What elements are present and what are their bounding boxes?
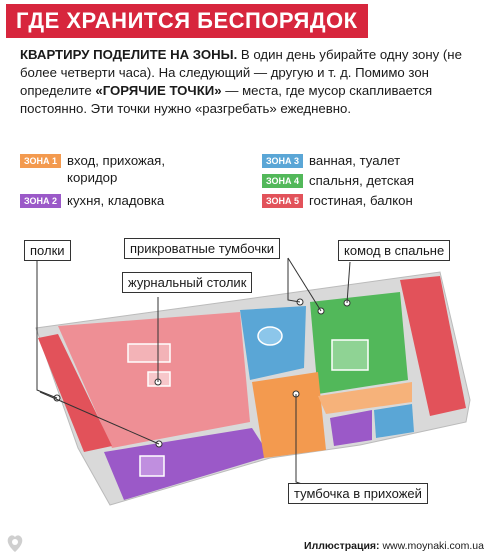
zone-label: гостиная, балкон (309, 193, 413, 208)
illustration-credit (304, 540, 484, 552)
bathtub-shape (258, 327, 282, 345)
bed-shape (332, 340, 368, 370)
zone-badge: ЗОНА 2 (20, 194, 61, 208)
credit-source: www.moynaki.com.ua (382, 540, 484, 552)
publisher-logo-icon (5, 530, 25, 554)
zone-label: вход, прихожая, коридор (67, 153, 165, 185)
zone-3-toilet (374, 404, 414, 438)
intro-lead-text: В один день убирайте одну зону (не более четверти часа). На следующий — другую и т. д. Помимо зон определите (20, 47, 462, 98)
sofa-shape (128, 344, 170, 362)
intro-lead-bold: КВАРТИРУ ПОДЕЛИТЕ НА ЗОНЫ. (20, 47, 238, 62)
page-title: ГДЕ ХРАНИТСЯ БЕСПОРЯДОК (16, 8, 358, 33)
kitchen-table-shape (140, 456, 164, 476)
zone-label: ванная, туалет (309, 153, 401, 168)
zone-badge: ЗОНА 3 (262, 154, 303, 168)
zone-badge: ЗОНА 4 (262, 174, 303, 188)
zone-label: кухня, кладовка (67, 193, 165, 208)
zone-1-hallway (252, 372, 326, 458)
zone-label: спальня, детская (309, 173, 415, 188)
zone-badge: ЗОНА 5 (262, 194, 303, 208)
callout-shelves: полки (24, 240, 71, 261)
callout-hall-stand: тумбочка в прихожей (288, 483, 428, 504)
callout-coffee-table: журнальный столик (122, 272, 252, 293)
intro-hot-bold: «ГОРЯЧИЕ ТОЧКИ» (95, 83, 222, 98)
callout-dresser: комод в спальне (338, 240, 450, 261)
callout-nightstands: прикроватные тумбочки (124, 238, 280, 259)
intro-tail-text: — места, где мусор скапливается постоянно. Эти точки нужно «разгребать» ежедневно. (20, 83, 433, 116)
zone-badge: ЗОНА 1 (20, 154, 61, 168)
credit-label: Иллюстрация: (304, 540, 380, 552)
